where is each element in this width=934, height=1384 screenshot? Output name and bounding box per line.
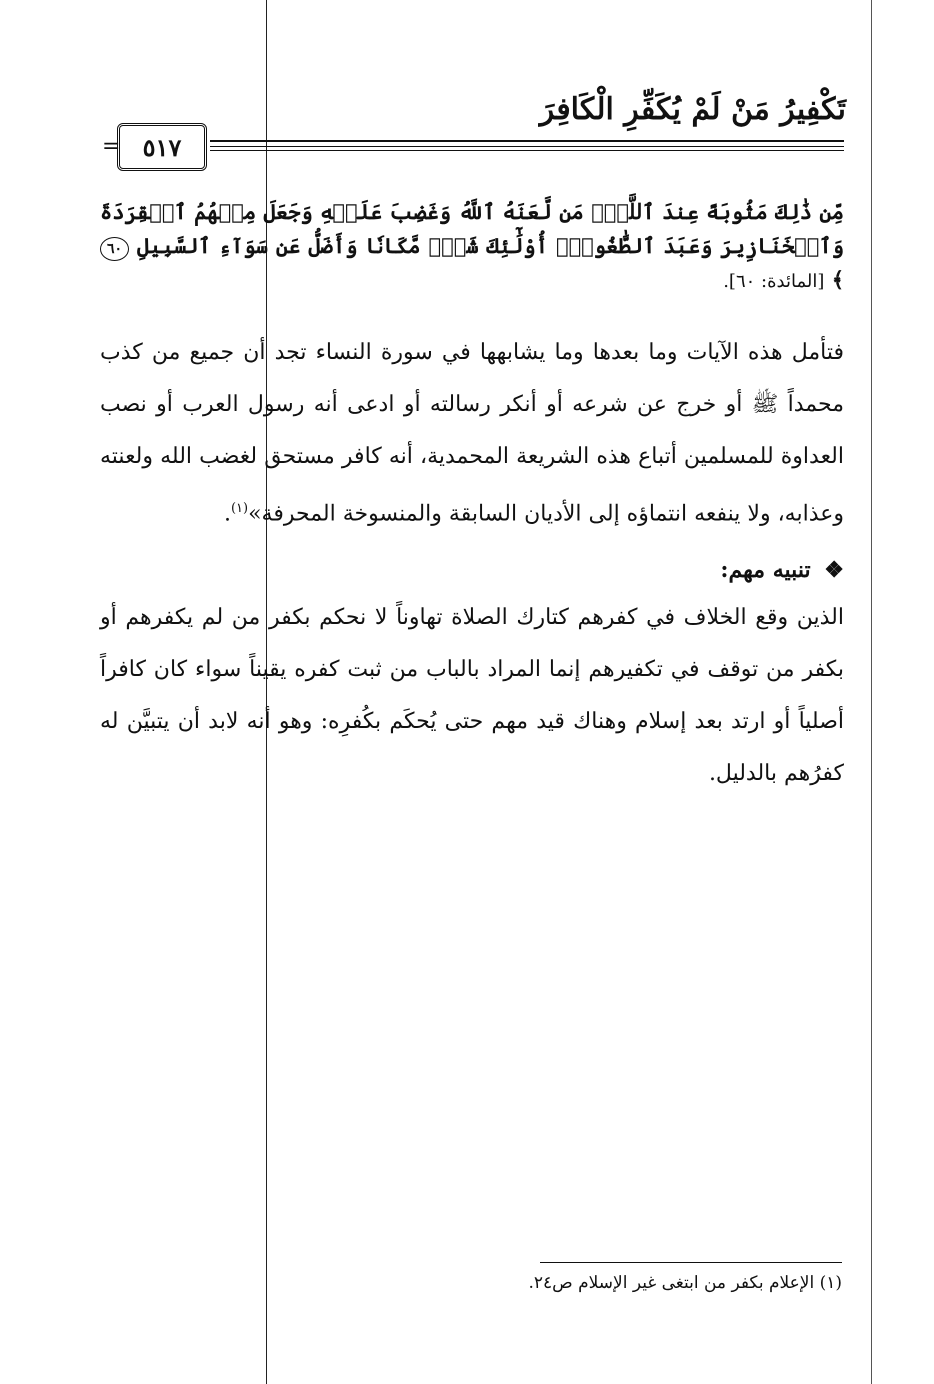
bullet-icon: ❖: [824, 557, 844, 584]
scan-guide-line-right: [871, 0, 872, 1384]
page-number: ٥١٧: [117, 123, 207, 171]
header-edge-mark: =: [102, 134, 121, 159]
main-text: [100, 195, 844, 800]
verse-close-bracket: ﴾: [831, 267, 844, 292]
running-title: تَكْفِيرُ مَنْ لَمْ يُكَفِّرِ الْكَافِرَ: [539, 92, 846, 127]
note-heading-text: تنبيه مهم:: [720, 557, 811, 584]
quran-verse: [100, 195, 844, 299]
paragraph-1: [100, 327, 844, 540]
verse-reference: [المائدة: ٦٠].: [723, 271, 825, 292]
paragraph-2: الذين وقع الخلاف في كفرهم كتارك الصلاة تهاوناً لا نحكم بكفر من لم يكفرهم أو بكفر من توقف في تكفيرهم إنما المراد بالباب من ثبت كفره يقيناً سواء كان كافراً أصلياً أو ارتد بعد إسلام وهناك قيد مهم حتى يُحكَم بكُفرِه: وهو أنه لابد أن يتبيَّن له كفرُهم بالدليل.: [100, 605, 844, 787]
verse-line-2: أُوْلَٰٓئِكَ شَرّٞ مَّكَانٗا وَأَضَلُّ عَن سَوَآءِ ٱلسَّبِيلِ: [136, 233, 549, 258]
paragraph-1-end: .: [223, 501, 231, 527]
footnote-marker: (١): [230, 501, 249, 516]
paragraph-1-text: فتأمل هذه الآيات وما بعدها وما يشابهها في سورة النساء تجد أن جميع من كذب محمداً ﷺ أو خرج عن شرعه أو أنكر رسالته أو ادعى أنه رسول العرب أو نصب العداوة للمسلمين أتباع هذه الشريعة المحمدية، أنه كافر مستحق لغضب الله ولعنته وعذابه، ولا ينفعه انتماؤه إلى الأديان السابقة والمنسوخة المحرفة»: [100, 340, 844, 527]
note-heading: [100, 548, 844, 592]
footnote: (١) الإعلام بكفر من ابتغى غير الإسلام ص٢٤.: [528, 1273, 842, 1293]
verse-line-1: مِّن ذَٰلِكَ مَثُوبَةً عِندَ ٱللَّهِۚ مَن لَّعَنَهُ ٱللَّهُ وَغَضِبَ عَلَيۡهِ وَجَعَلَ مِنۡهُمُ ٱلۡقِرَدَةَ وَٱلۡخَنَازِيرَ وَعَبَدَ ٱلطَّٰغُوتَۚ: [100, 199, 844, 258]
footnote-divider: [540, 1262, 842, 1263]
verse-number: ٦٠: [100, 237, 129, 261]
